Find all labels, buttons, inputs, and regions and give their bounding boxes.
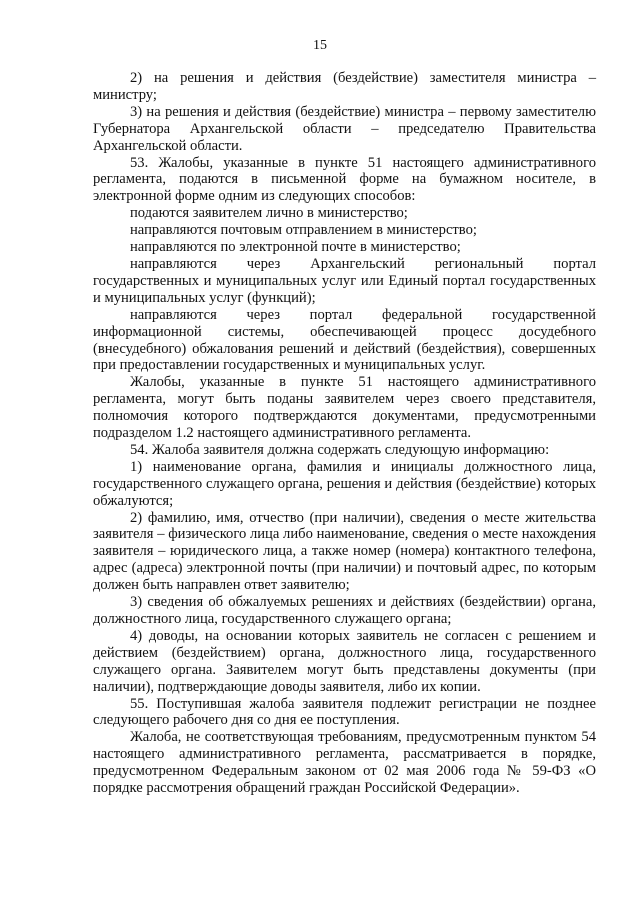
document-body xyxy=(93,70,596,797)
paragraph-55-registration: 55. Поступившая жалоба заявителя подлежит регистрации не позднее следующего рабочего дня со дня ее поступления. xyxy=(93,695,596,729)
paragraph-content-item-1: 1) наименование органа, фамилия и инициалы должностного лица, государственного служащего органа, решения и действия (бездействие) которых обжалуются; xyxy=(93,458,596,509)
paragraph-submitted-via-portal: направляются через Архангельский региональный портал государственных и муниципальных услуг или Единый портал государственных и муниципальных услуг (функций); xyxy=(93,255,596,306)
paragraph-submitted-in-person: подаются заявителем лично в министерство; xyxy=(130,205,408,222)
page-number: 15 xyxy=(313,38,327,53)
paragraph-content-item-3: 3) сведения об обжалуемых решениях и действиях (бездействии) органа, должностного лица, государственного служащего органа; xyxy=(93,594,596,627)
paragraph-submitted-via-federal-system: направляются через портал федеральной государственной информационной системы, обеспечивающей процесс досудебного (внесудебного) обжалования решений и действий (бездействия), совершенных при предоставлении государственных и муниципальных услуг. xyxy=(93,306,596,374)
paragraph-noncompliant-complaint: Жалоба, не соответствующая требованиям, предусмотренным пунктом 54 настоящего административного регламента, рассматривается в порядке, предусмотренном Федеральным законом от 02 мая 2006 года № 59-ФЗ «О порядке рассмотрения обращений граждан Российской Федерации». xyxy=(93,729,596,797)
paragraph-appeal-deputy-minister: 2) на решения и действия (бездействие) заместителя министра – министру; xyxy=(93,70,596,103)
paragraph-53-submission-forms: 53. Жалобы, указанные в пункте 51 настоящего административного регламента, подаются в письменной форме на бумажном носителе, в электронной форме одним из следующих способов: xyxy=(93,154,596,205)
paragraph-54-complaint-content: 54. Жалоба заявителя должна содержать следующую информацию: xyxy=(130,441,550,458)
paragraph-representative: Жалобы, указанные в пункте 51 настоящего административного регламента, могут быть поданы заявителем через своего представителя, полномочия которого подтверждаются документами, предусмотренными подразделом 1.2 настоящего административного регламента. xyxy=(93,374,596,442)
paragraph-content-item-4: 4) доводы, на основании которых заявитель не согласен с решением и действием (бездействием) органа, должностного лица, государственного служащего органа. Заявителем могут быть представлены документы (при наличии), подтверждающие доводы заявителя, либо их копии. xyxy=(93,627,596,695)
paragraph-submitted-by-post: направляются почтовым отправлением в министерство; xyxy=(130,222,477,239)
paragraph-submitted-by-email: направляются по электронной почте в министерство; xyxy=(130,239,461,256)
paragraph-content-item-2: 2) фамилию, имя, отчество (при наличии), сведения о месте жительства заявителя – физического лица либо наименование, сведения о месте нахождения заявителя – юридического лица, а также номер (номера) контактного телефона, адрес (адреса) электронной почты (при наличии) и почтовый адрес, по которым должен быть направлен ответ заявителю; xyxy=(93,509,596,594)
paragraph-appeal-minister: 3) на решения и действия (бездействие) министра – первому заместителю Губернатора Архангельской области – председателю Правительства Архангельской области. xyxy=(93,103,596,154)
